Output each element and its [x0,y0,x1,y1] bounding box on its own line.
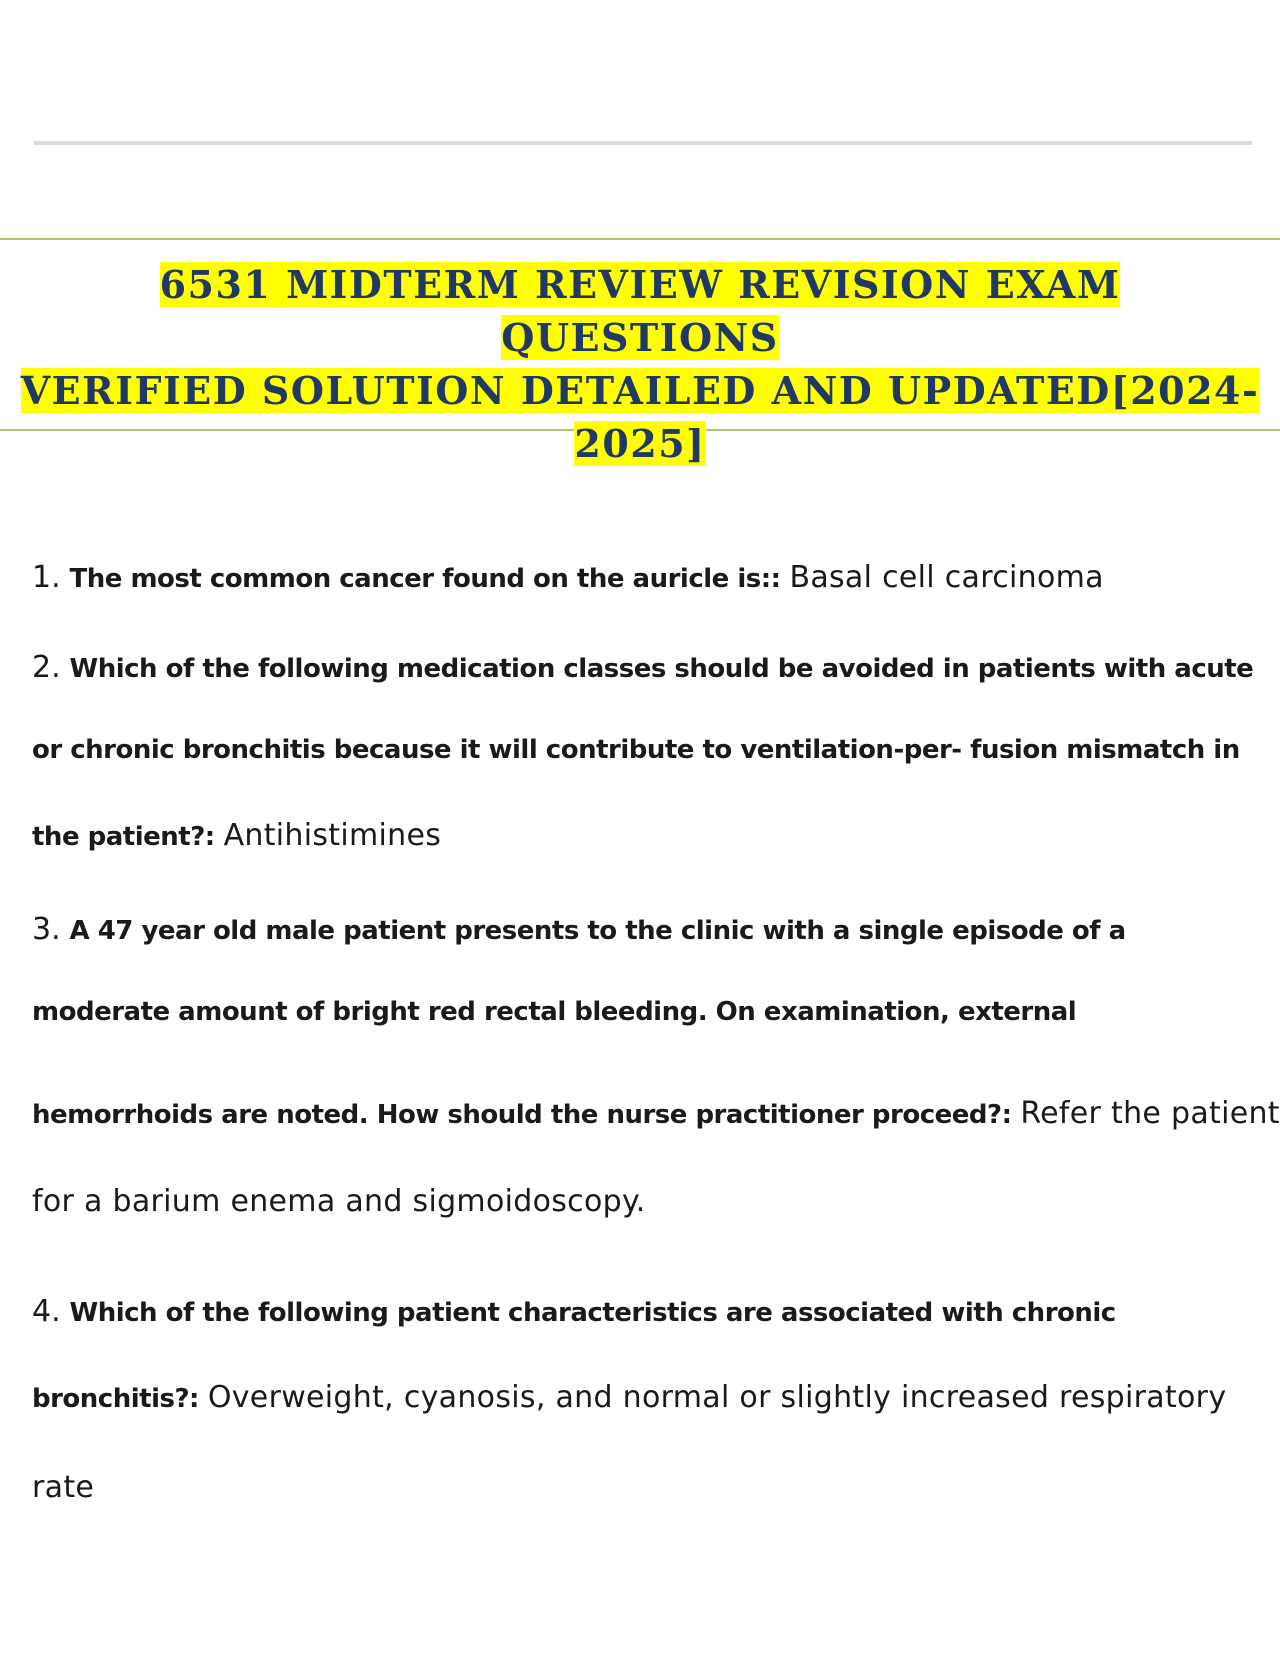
title-line-2: VERIFIED SOLUTION DETAILED AND UPDATED[2024- [20,368,1260,413]
question-3-line-3 [32,1096,1280,1131]
header-rule [34,141,1252,145]
question-number: 2. [32,650,61,685]
answer-text: Antihistimines [223,818,442,853]
question-text: bronchitis?: [32,1384,199,1414]
question-text: Which of the following medication classes should be avoided in patients with acute [69,654,1254,684]
question-number: 1. [32,560,61,595]
answer-text: Basal cell carcinoma [789,560,1104,595]
question-4-line-1 [32,1294,1116,1329]
question-4-line-3 [32,1470,94,1505]
title-line-3: 2025] [574,421,706,466]
question-2-line-2 [32,732,1240,765]
document-title [20,258,1260,470]
question-3-line-1 [32,912,1126,947]
question-text: A 47 year old male patient presents to the clinic with a single episode of a [69,916,1126,946]
question-1-line-1 [32,560,1104,595]
title-line-1: 6531 MIDTERM REVIEW REVISION EXAM QUESTIONS [159,262,1121,360]
question-text: The most common cancer found on the auricle is:: [69,564,781,594]
question-text: or chronic bronchitis because it will contribute to ventilation-per- fusion mismatch in [32,735,1240,765]
question-text: Which of the following patient characteristics are associated with chronic [69,1298,1116,1328]
question-number: 4. [32,1294,61,1329]
question-number: 3. [32,912,61,947]
answer-text: Overweight, cyanosis, and normal or slightly increased respiratory [207,1380,1227,1415]
answer-text: for a barium enema and sigmoidoscopy. [32,1184,646,1219]
question-text: the patient?: [32,822,215,852]
question-4-line-2 [32,1380,1226,1415]
answer-text: Refer the patient [1020,1096,1280,1131]
answer-text: rate [32,1470,95,1505]
question-2-line-3 [32,818,441,853]
question-3-line-2 [32,994,1076,1027]
question-3-line-4 [32,1184,646,1219]
question-2-line-1 [32,650,1253,685]
question-text: hemorrhoids are noted. How should the nurse practitioner proceed?: [32,1100,1012,1130]
title-block [0,238,1280,466]
question-text: moderate amount of bright red rectal bleeding. On examination, external [32,997,1077,1027]
